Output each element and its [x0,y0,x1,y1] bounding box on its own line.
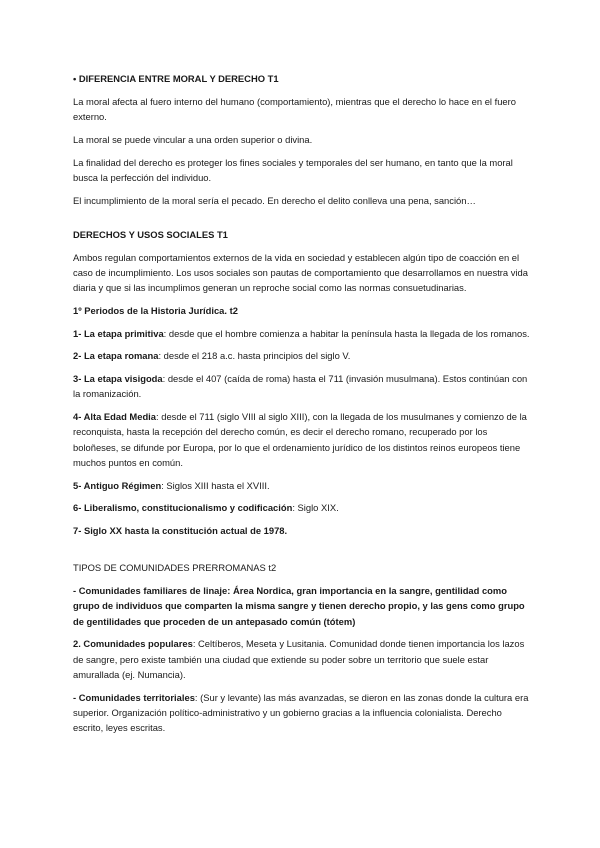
paragraph: La finalidad del derecho es proteger los fines sociales y temporales del ser humano, en tanto que la moral busca la perfección del individuo. [73,156,513,183]
section-heading-periodos: 1º Periodos de la Historia Jurídica. t2 [73,304,238,316]
list-item [73,636,533,682]
item-text: : Siglo XIX. [292,502,339,514]
item-text: : Celtíberos, Meseta y Lusitania. Comunidad donde tienen importancia los lazos de sangre, pero existe también una ciudad que extiende su poder sobre un territorio que suele estar amurallada (ej. Numancia). [73,638,525,680]
list-item [73,348,533,363]
item-label: 6- Liberalismo, constitucionalismo y codificación [73,502,293,514]
section-heading-moral-derecho: • DIFERENCIA ENTRE MORAL Y DERECHO T1 [73,73,279,84]
list-item [73,326,533,341]
list-item [73,500,533,515]
list-item [73,690,533,736]
section-heading-comunidades: TIPOS DE COMUNIDADES PRERROMANAS t2 [73,562,277,574]
item-label: 4- Alta Edad Media [73,411,157,423]
item-text: : desde que el hombre comienza a habitar la península hasta la llegada de los romanos. [163,327,530,339]
item-label: 1- La etapa primitiva [73,327,164,339]
item-label: 2. Comunidades populares [73,638,193,650]
item-text: : desde el 218 a.c. hasta principios del siglo V. [158,350,351,362]
list-item [73,583,533,629]
list-item [73,523,533,538]
item-text: : (Sur y levante) las más avanzadas, se dieron en las zonas donde la cultura era superior. Organización político-administrativo y un gobierno gracias a la influencia colonialista. Derecho escrito, leyes escritas. [73,691,529,733]
paragraph: La moral se puede vincular a una orden superior o divina. [73,133,313,145]
list-item [73,371,533,401]
item-label: 2- La etapa romana [73,350,159,362]
item-text: : desde el 711 (siglo VIII al siglo XIII), con la llegada de los musulmanes y comienzo de la reconquista, hasta la recepción del derecho común, es decir el derecho romano, recuperado por los boloñeses, se difunde por Europa, por lo que el ordenamiento jurídico de los distintos reinos europeos tiene muchos puntos en común. [73,411,527,468]
item-label: 7- Siglo XX hasta la constitución actual de 1978. [73,525,288,537]
item-text: : desde el 407 (caída de roma) hasta el 711 (invasión musulmana). Estos continúan con la romanización. [73,373,528,400]
item-label: 3- La etapa visigoda [73,373,163,385]
document-content [73,71,533,743]
item-label: 5- Antiguo Régimen [73,479,162,491]
paragraph: Ambos regulan comportamientos externos de la vida en sociedad y establecen algún tipo de coacción en el caso de incumplimiento. Los usos sociales son pautas de comportamiento que desarrollamos en nuestra vida diaria y que si las incumplimos generan un reproche social como las normas consuetudinarias. [73,251,528,293]
list-item [73,478,533,493]
list-item [73,409,533,470]
item-label: - Comunidades territoriales [73,691,195,703]
item-label: - Comunidades familiares de linaje: Área Nordica, gran importancia en la sangre, gentilidad como grupo de individuos que comparten la misma sangre y tienen derecho propio, y las gens como grupo de gentilidades que proceden de un antepasado común (tótem) [73,585,525,627]
section-heading-usos-sociales: DERECHOS Y USOS SOCIALES T1 [73,228,228,240]
item-text: : Siglos XIII hasta el XVIII. [161,479,270,491]
paragraph: El incumplimiento de la moral sería el pecado. En derecho el delito conlleva una pena, sanción… [73,194,476,206]
paragraph: La moral afecta al fuero interno del humano (comportamiento), mientras que el derecho lo hace en el fuero externo. [73,95,516,122]
